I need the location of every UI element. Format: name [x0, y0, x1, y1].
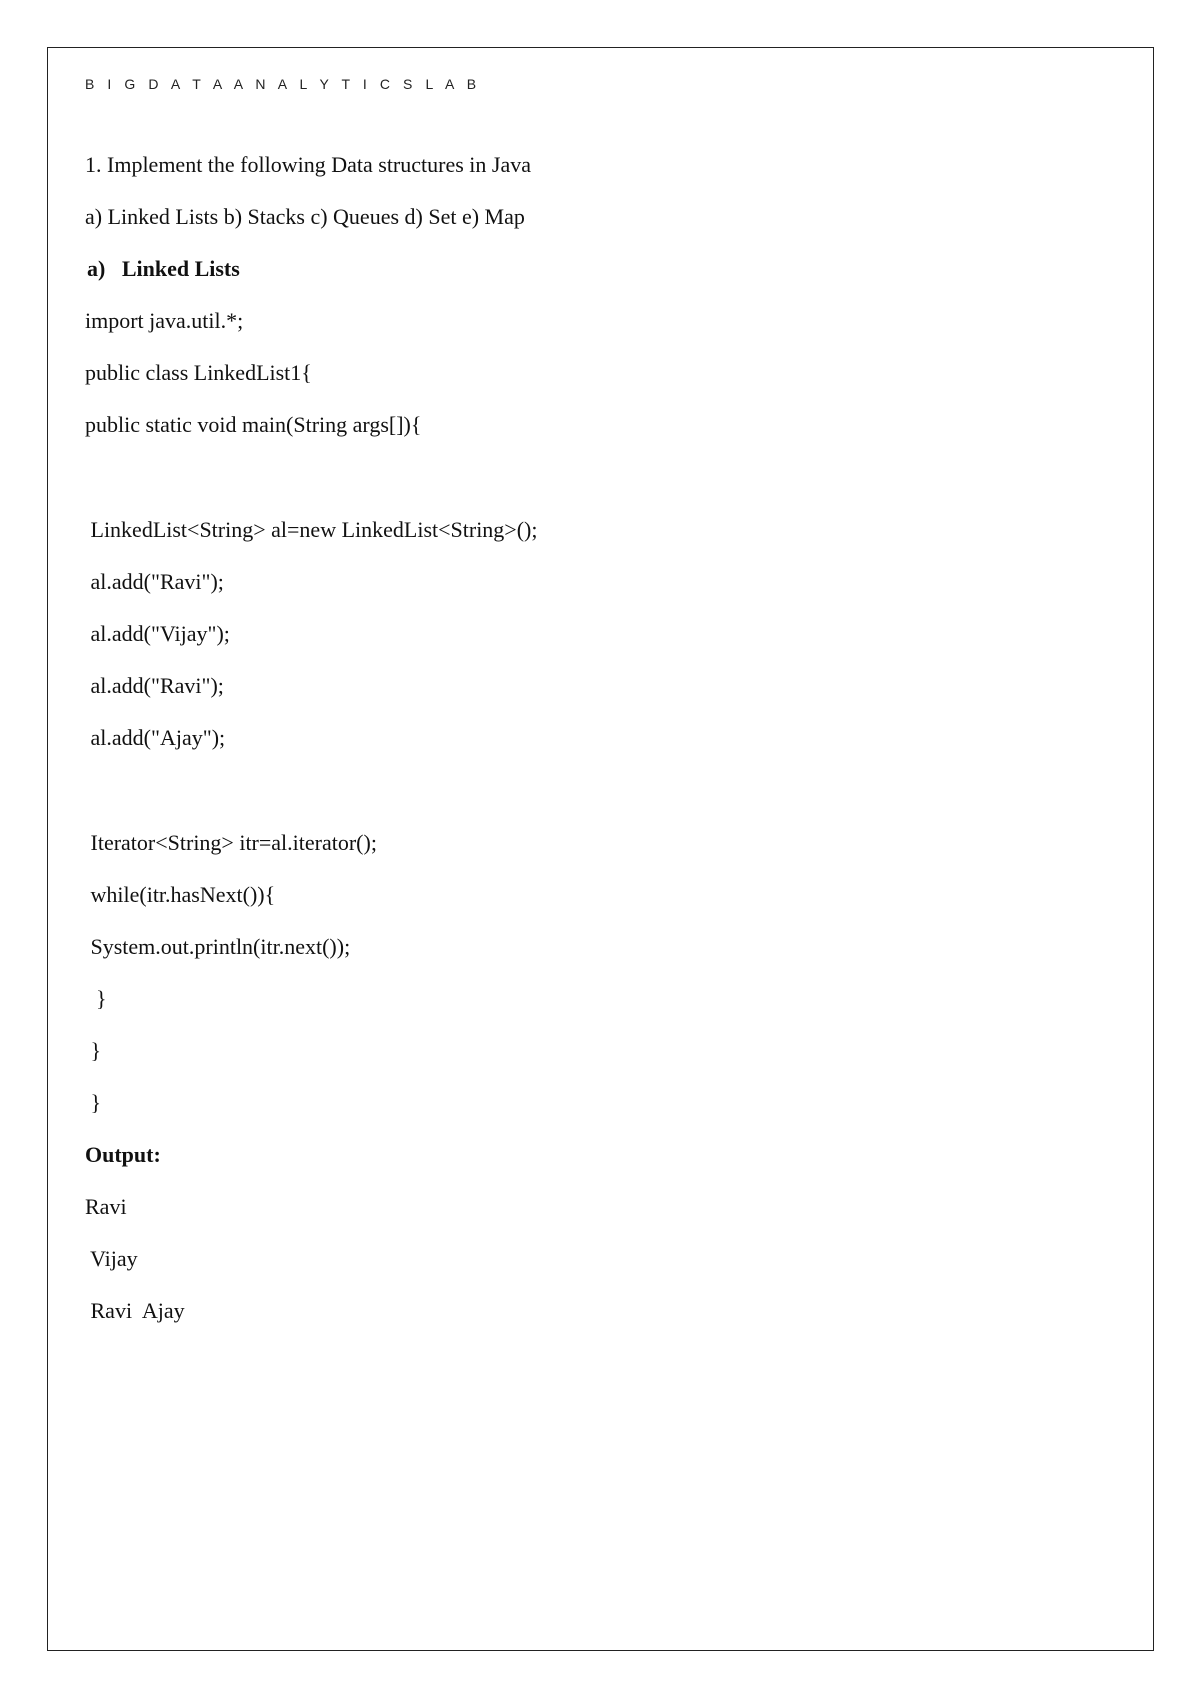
code-line: al.add("Ajay");: [85, 725, 226, 750]
code-line: System.out.println(itr.next());: [85, 934, 351, 959]
code-line: import java.util.*;: [85, 308, 244, 333]
code-line: }: [85, 1090, 102, 1115]
output-line: Ravi: [85, 1194, 127, 1219]
code-line: public class LinkedList1{: [85, 360, 312, 385]
output-line: Vijay: [85, 1246, 138, 1271]
output-line: Ravi Ajay: [85, 1298, 185, 1323]
lab-header: B I G D A T A A N A L Y T I C S L A B: [85, 76, 481, 92]
code-line: }: [85, 1038, 102, 1063]
code-line: LinkedList<String> al=new LinkedList<String>();: [85, 517, 538, 542]
code-line: while(itr.hasNext()){: [85, 882, 276, 907]
code-line: }: [85, 986, 107, 1011]
code-line: public static void main(String args[]){: [85, 412, 422, 437]
code-line: Iterator<String> itr=al.iterator();: [85, 830, 377, 855]
code-line: al.add("Ravi");: [85, 569, 224, 594]
code-line: al.add("Ravi");: [85, 673, 224, 698]
section-heading: a) Linked Lists: [87, 256, 240, 281]
question-text: 1. Implement the following Data structures in Java: [85, 152, 531, 177]
output-label: Output:: [85, 1142, 161, 1167]
subparts-text: a) Linked Lists b) Stacks c) Queues d) Set e) Map: [85, 204, 525, 229]
code-line: al.add("Vijay");: [85, 621, 230, 646]
